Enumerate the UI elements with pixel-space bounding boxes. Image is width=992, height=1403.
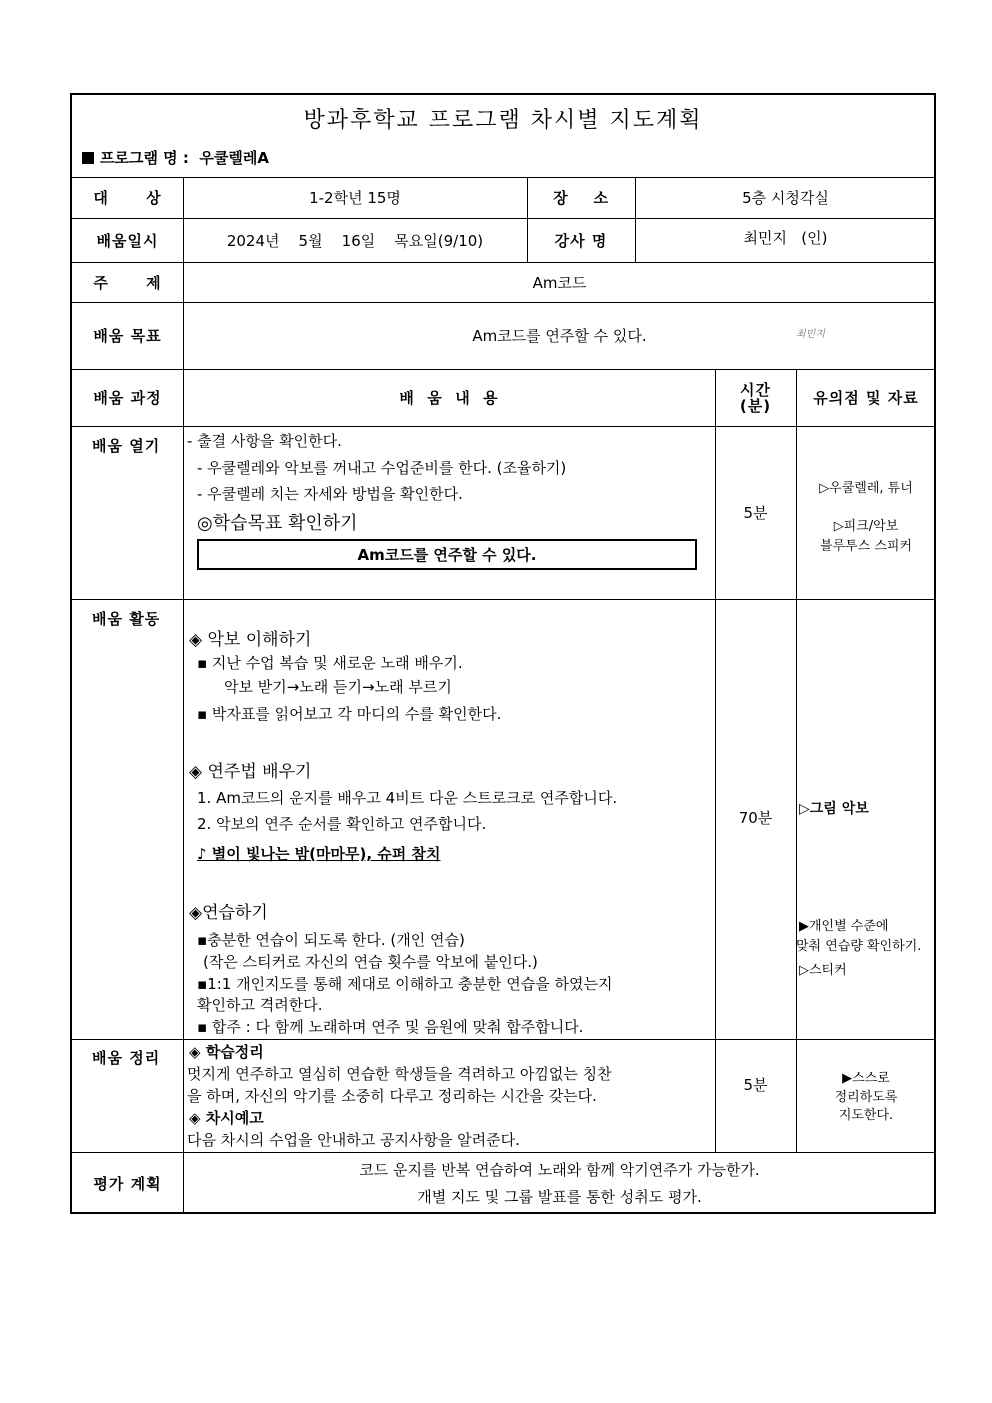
goal-label: 배움 목표: [93, 327, 162, 345]
activity-section1-heading: ◈ 악보 이해하기: [189, 630, 312, 650]
opening-goal-box: Am코드를 연주할 수 있다.: [197, 539, 697, 570]
teacher-value: 최민지 (인): [743, 228, 828, 247]
closing-note-2: 정리하도록: [834, 1090, 898, 1105]
evaluation-label: 평가 계획: [93, 1174, 162, 1193]
closing-label: 배움 정리: [92, 1049, 161, 1067]
opening-time: 5분: [743, 504, 768, 522]
program-name-line: [82, 147, 269, 168]
activity-section1-line-3: ▪ 박자표를 읽어보고 각 마디의 수를 확인한다.: [197, 705, 502, 723]
activity-section3-line-1: ▪충분한 연습이 되도록 한다. (개인 연습): [197, 931, 465, 949]
teacher-label: 강사 명: [554, 231, 608, 250]
activity-song-line: ♪ 별이 빛나는 밤(마마무), 슈퍼 참치: [197, 845, 441, 863]
activity-section1-line-2: 악보 받기→노래 듣기→노래 부르기: [224, 678, 452, 696]
activity-section3-line-5: ▪ 합주 : 다 함께 노래하며 연주 및 음원에 맞춰 합주합니다.: [197, 1018, 584, 1036]
opening-line-1: - 출결 사항을 확인한다.: [187, 432, 342, 450]
teacher-signature: 최민지: [796, 329, 825, 340]
row-divider: [72, 426, 934, 427]
activity-section2-line-2: 2. 악보의 연주 순서를 확인하고 연주합니다.: [197, 815, 487, 833]
opening-goal-heading: ◎학습목표 확인하기: [197, 513, 358, 534]
opening-line-3: - 우쿨렐레 치는 자세와 방법을 확인한다.: [197, 485, 463, 503]
activity-note-2a: ▶개인별 수준에: [799, 919, 889, 934]
topic-value: Am코드: [532, 273, 587, 292]
program-label: 프로그램 명 :: [100, 149, 189, 167]
square-bullet-icon: [82, 152, 94, 164]
opening-label: 배움 열기: [92, 437, 161, 455]
evaluation-line-2: 개별 지도 및 그룹 발표를 통한 성취도 평가.: [417, 1188, 702, 1206]
time-col-line1: 시간: [740, 380, 771, 399]
process-col-label: 배움 과정: [93, 389, 162, 407]
opening-line-2: - 우쿨렐레와 악보를 꺼내고 수업준비를 한다. (조율하기): [197, 459, 567, 477]
topic-label: 주 제: [93, 273, 162, 292]
program-name: 우쿨렐레A: [199, 149, 269, 167]
goal-value: Am코드를 연주할 수 있다.: [472, 327, 647, 345]
lesson-plan-sheet: [70, 93, 936, 1214]
target-label: 대 상: [93, 189, 162, 207]
page-title: 방과후학교 프로그램 차시별 지도계획: [303, 108, 703, 133]
time-col-line2: (분): [739, 396, 772, 415]
closing-line-2: 을 하며, 자신의 악기를 소중히 다루고 정리하는 시간을 갖는다.: [187, 1087, 597, 1105]
activity-section1-line-1: ▪ 지난 수업 복습 및 새로운 노래 배우기.: [197, 654, 463, 672]
closing-line-3: 다음 차시의 수업을 안내하고 공지사항을 알려준다.: [187, 1131, 520, 1149]
row-divider: [72, 599, 934, 600]
place-label: 장 소: [553, 189, 609, 207]
closing-heading-2: ◈ 차시예고: [189, 1109, 264, 1127]
activity-note-2b: 맞춰 연습량 확인하기.: [796, 939, 922, 954]
closing-heading-1: ◈ 학습정리: [189, 1043, 264, 1061]
opening-note-3: 블루투스 스피커: [819, 539, 913, 554]
target-value: 1-2학년 15명: [309, 189, 401, 207]
activity-section2-heading: ◈ 연주법 배우기: [189, 762, 312, 782]
activity-note-2c: ▷스티커: [799, 963, 847, 978]
activity-section3-line-3: ▪1:1 개인지도를 통해 제대로 이해하고 충분한 연습을 하였는지: [197, 975, 613, 993]
row-divider: [72, 1039, 934, 1040]
closing-note-1: ▶스스로: [842, 1071, 890, 1086]
time-col-label: [715, 369, 796, 426]
evaluation-line-1: 코드 운지를 반복 연습하여 노래와 함께 악기연주가 가능한가.: [359, 1161, 760, 1179]
activity-note-1: ▷그림 악보: [799, 801, 869, 817]
closing-time: 5분: [743, 1075, 768, 1094]
closing-line-1: 멋지게 연주하고 열심히 연습한 학생들을 격려하고 아낌없는 칭찬: [187, 1065, 612, 1083]
activity-label: 배움 활동: [92, 610, 161, 628]
place-value: 5층 시청각실: [742, 189, 829, 207]
opening-note-2: ▷피크/악보: [833, 519, 899, 534]
content-col-label: 배 움 내 용: [399, 389, 499, 407]
row-divider: [72, 1152, 934, 1153]
date-label: 배움일시: [96, 231, 159, 250]
activity-time: 70분: [738, 808, 773, 827]
closing-note-3: 지도한다.: [838, 1108, 894, 1123]
activity-section2-line-1: 1. Am코드의 운지를 배우고 4비트 다운 스트로크로 연주합니다.: [197, 789, 618, 807]
opening-note-1: ▷우쿨렐레, 튜너: [819, 481, 913, 496]
activity-section3-heading: ◈연습하기: [189, 903, 268, 923]
activity-section3-line-2: (작은 스티커로 자신의 연습 횟수를 악보에 붙인다.): [203, 953, 538, 971]
notes-col-label: 유의점 및 자료: [813, 389, 919, 407]
activity-section3-line-4: 확인하고 격려한다.: [197, 996, 323, 1014]
date-value: 2024년 5월 16일 목요일(9/10): [226, 231, 484, 250]
